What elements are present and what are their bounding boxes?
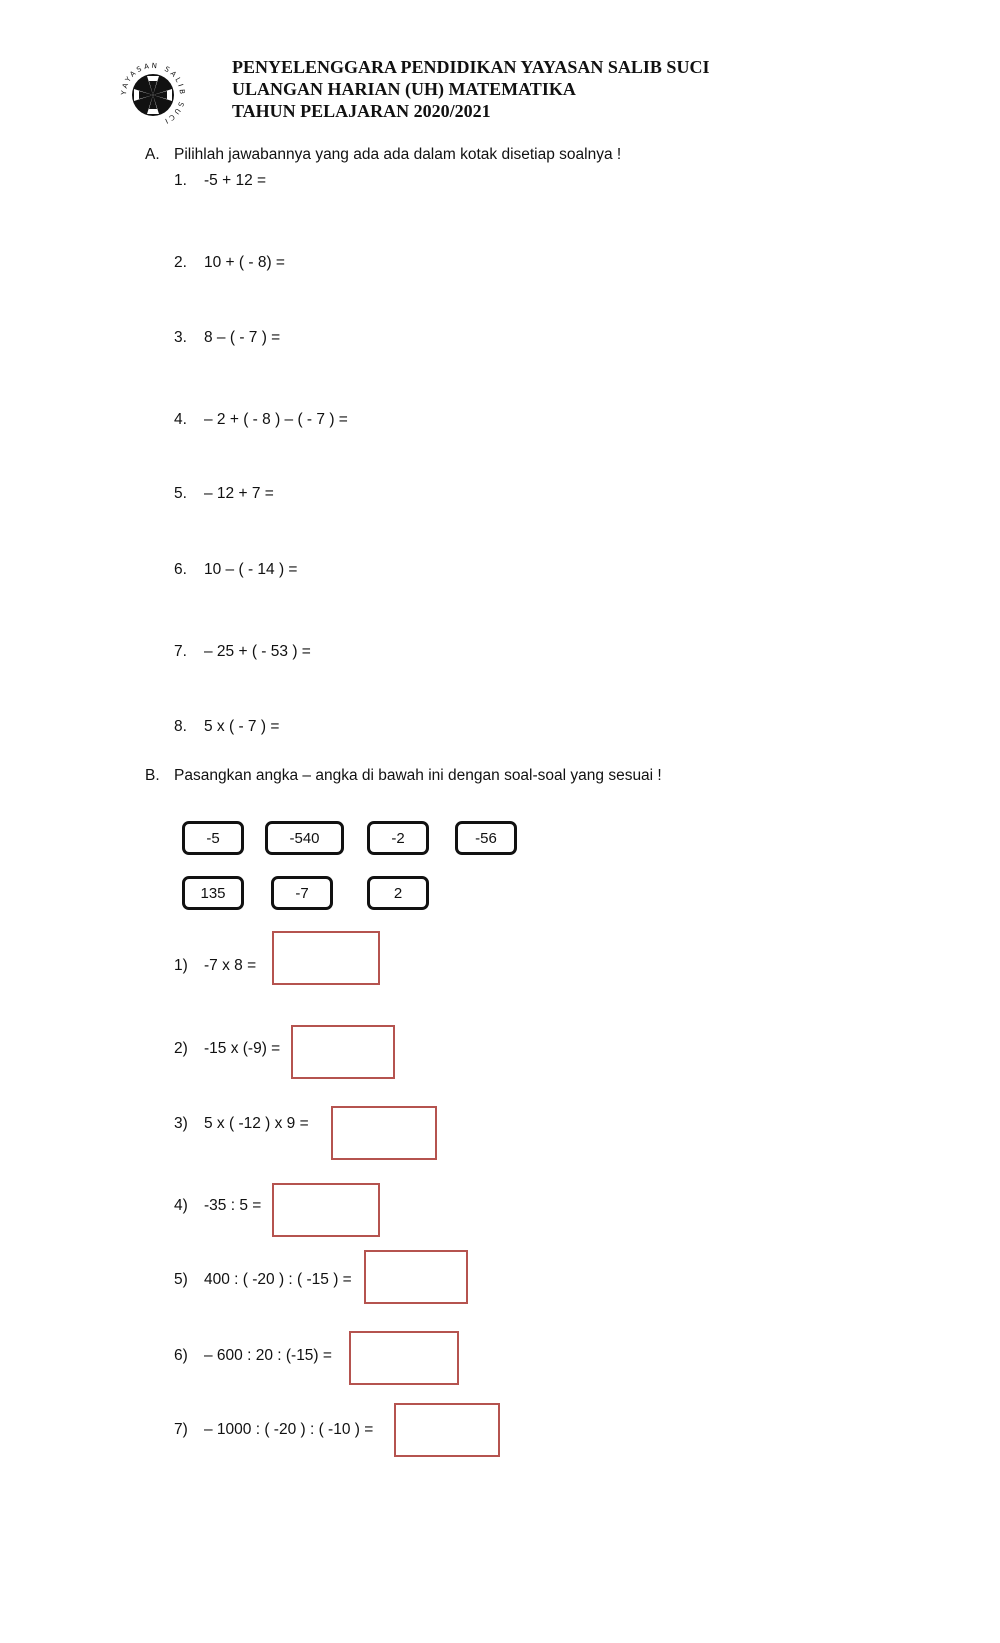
section-a-instruction: Pilihlah jawabannya yang ada ada dalam kotak disetiap soalnya ! (174, 146, 622, 163)
question-b1-number: 1) (174, 957, 188, 974)
header-line-3: TAHUN PELAJARAN 2020/2021 (232, 101, 491, 121)
question-b7-number: 7) (174, 1421, 188, 1438)
header-line-2: ULANGAN HARIAN (UH) MATEMATIKA (232, 79, 576, 99)
question-a6-number: 6. (174, 561, 187, 578)
answer-chip[interactable]: 135 (182, 876, 244, 910)
answer-drop-box-2[interactable] (291, 1025, 395, 1079)
question-a1-text: -5 + 12 = (204, 172, 267, 189)
question-b5-number: 5) (174, 1271, 188, 1288)
logo-text: YAYASAN SALIB SUCI (120, 62, 186, 126)
question-a7-text: – 25 + ( - 53 ) = (204, 643, 311, 660)
question-a2-text: 10 + ( - 8) = (204, 254, 285, 271)
question-b6-text: – 600 : 20 : (-15) = (204, 1347, 332, 1364)
section-b-instruction: Pasangkan angka – angka di bawah ini dengan soal-soal yang sesuai ! (174, 767, 662, 784)
section-a-letter: A. (145, 146, 160, 163)
question-a6-text: 10 – ( - 14 ) = (204, 561, 298, 578)
question-b2-text: -15 x (-9) = (204, 1040, 281, 1057)
answer-chip[interactable]: -5 (182, 821, 244, 855)
answer-drop-box-5[interactable] (364, 1250, 468, 1304)
answer-chip[interactable]: -56 (455, 821, 517, 855)
header-line-1: PENYELENGGARA PENDIDIKAN YAYASAN SALIB SUCI (232, 57, 710, 77)
section-b-letter: B. (145, 767, 160, 784)
question-a1-number: 1. (174, 172, 187, 189)
question-b4-number: 4) (174, 1197, 188, 1214)
answer-drop-box-6[interactable] (349, 1331, 459, 1385)
question-a2-number: 2. (174, 254, 187, 271)
question-b1-text: -7 x 8 = (204, 957, 257, 974)
question-b3-number: 3) (174, 1115, 188, 1132)
answer-chip[interactable]: -2 (367, 821, 429, 855)
answer-drop-box-3[interactable] (331, 1106, 437, 1160)
answer-drop-box-7[interactable] (394, 1403, 500, 1457)
question-b3-text: 5 x ( -12 ) x 9 = (204, 1115, 309, 1132)
answer-drop-box-1[interactable] (272, 931, 380, 985)
school-logo (120, 62, 186, 128)
question-a7-number: 7. (174, 643, 187, 660)
question-a8-text: 5 x ( - 7 ) = (204, 718, 280, 735)
question-b5-text: 400 : ( -20 ) : ( -15 ) = (204, 1271, 352, 1288)
question-b7-text: – 1000 : ( -20 ) : ( -10 ) = (204, 1421, 374, 1438)
question-b4-text: -35 : 5 = (204, 1197, 262, 1214)
question-a8-number: 8. (174, 718, 187, 735)
question-a3-number: 3. (174, 329, 187, 346)
question-b6-number: 6) (174, 1347, 188, 1364)
answer-drop-box-4[interactable] (272, 1183, 380, 1237)
answer-chip[interactable]: -7 (271, 876, 333, 910)
question-a4-number: 4. (174, 411, 187, 428)
document-header (232, 56, 709, 122)
question-a3-text: 8 – ( - 7 ) = (204, 329, 281, 346)
answer-chip[interactable]: -540 (265, 821, 344, 855)
question-a5-text: – 12 + 7 = (204, 485, 274, 502)
question-a5-number: 5. (174, 485, 187, 502)
answer-chip[interactable]: 2 (367, 876, 429, 910)
question-b2-number: 2) (174, 1040, 188, 1057)
question-a4-text: – 2 + ( - 8 ) – ( - 7 ) = (204, 411, 348, 428)
